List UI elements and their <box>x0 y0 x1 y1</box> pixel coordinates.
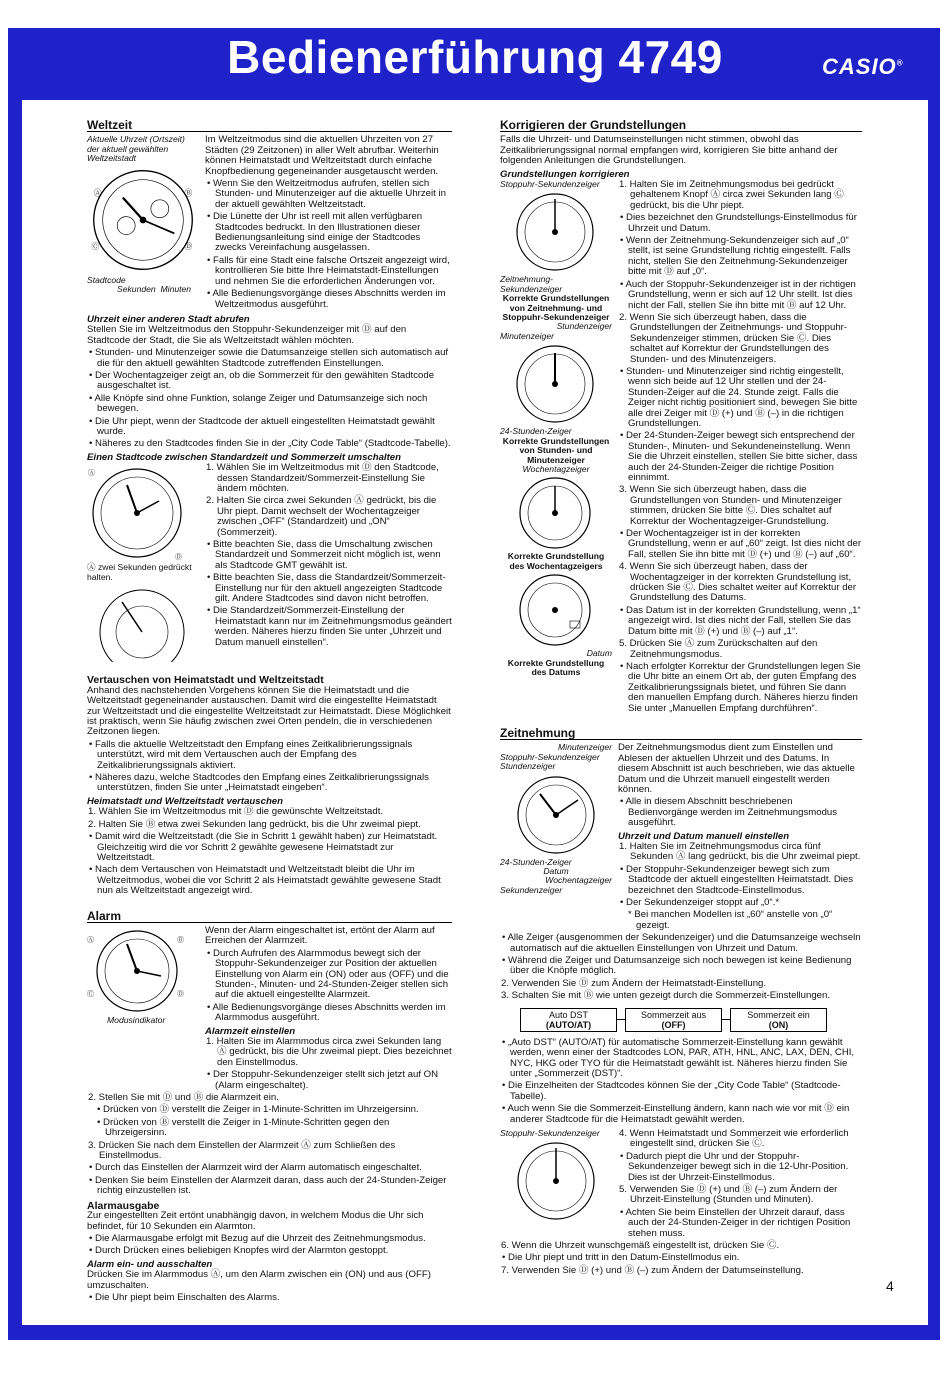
zeit-step: 4. Wenn Heimatstadt und Sommerzeit wie erforderlich eingestellt sind, drücken Sie Ⓒ. <box>619 1127 849 1150</box>
svg-text:Ⓒ: Ⓒ <box>91 241 100 251</box>
caption-korrekt-3: Korrekte Grundstellung des Wochentagzeigers <box>507 551 605 571</box>
zeit-bullet: • Der Stoppuhr-Sekundenzeiger bewegt sich zum Stadtcode der aktuell eingestellten Heimatstadt. Dies bezeichnet den Stadtcode-Einstellmodus. <box>620 863 854 896</box>
tausch-bullet: • Falls die aktuelle Weltzeitstadt den Empfang eines Zeitkalibrierungssignals unterstützt, wird mit dem Vertauschen auch der Empfang des Zeitkalibrierungssignals aktiviert. <box>89 738 413 771</box>
watch-illustration-grund-3 <box>500 474 610 552</box>
korr-step: 5. Drücken Sie Ⓐ zum Zurückschalten auf den Zeitnehmungsmodus. <box>619 638 818 660</box>
zeit-bullet: • Der Sekundenzeiger stoppt auf „0“.* <box>620 897 780 909</box>
subheading-abrufen: Uhrzeit einer anderen Stadt abrufen <box>87 313 250 325</box>
abrufen-bullet: • Der Wochentagzeiger zeigt an, ob die Sommerzeit für den gewählten Stadtcode ausgeschaltet ist. <box>89 369 435 392</box>
caption-z-datum: Datum <box>543 865 569 876</box>
dst-box-auto: Auto DST (AUTO/AT) <box>520 1008 617 1032</box>
alarm-bullet: • Denken Sie beim Einstellen der Alarmzeit daran, dass auch der 24-Stunden-Zeiger richtig einzustellen ist. <box>89 1174 447 1197</box>
svg-text:Ⓓ: Ⓓ <box>177 990 184 998</box>
dst-cycle-diagram <box>520 1008 862 1032</box>
section-heading-korrigieren: Korrigieren der Grundstellungen <box>500 120 862 132</box>
korr-step: 1. Halten Sie im Zeitnehmungsmodus bei gedrückt gehaltenem Knopf Ⓐ circa zwei Sekunden lang Ⓒ gedrückt, bis die Uhr piept. <box>619 179 844 211</box>
dst-box-off: Sommerzeit aus (OFF) <box>625 1008 722 1032</box>
umschalten-bullet: • Bitte beachten Sie, dass die Standardzeit/Sommerzeit-Einstellung nur für den aktuell angezeigten Stadtcode gilt. Andere Stadtcodes sind davon nicht betroffen. <box>207 572 446 605</box>
korr-step: 4. Wenn Sie sich überzeugt haben, dass der Wochentagzeiger in der korrekten Grundstellung ist, drücken Sie Ⓒ. Dies schaltet weiter auf Korrektur der Grundstellung des Datums. <box>619 561 857 604</box>
einaus-text: Drücken Sie im Alarmmodus Ⓐ, um den Alarm zwischen ein (ON) und aus (OFF) umzuschalten. <box>87 1269 431 1291</box>
watch-illustration-grund-1 <box>500 189 610 275</box>
zeit-intro: Der Zeitnehmungsmodus dient zum Einstellen und Ablesen der aktuellen Uhrzeit und des Datums. In diesem Abschnitt ist auch beschrieben, wie das aktuelle Datum und die Uhrzeit manuell eingestellt werden können. <box>618 742 855 795</box>
subheading-umschalten: Einen Stadtcode zwischen Standardzeit und Sommerzeit umschalten <box>87 451 401 463</box>
caption-zeitnehmung-sek: Zeitnehmung-Sekundenzeiger <box>500 274 563 294</box>
caption-korrekt-4: Korrekte Grundstellung des Datums <box>507 657 605 677</box>
subheading-grundstellungen: Grundstellungen korrigieren <box>500 168 630 180</box>
tausch-bullet: • Nach dem Vertauschen von Heimatstadt und Weltzeitstadt bleibt die Uhr im Weltzeitmodus, wobei die vor Schritt 2 als Heimatstadt gewählte gewesene Stadt nun als Weltzeitstadt angezeigt wird. <box>89 864 441 897</box>
alarm-bullet: • Alle Bedienungsvorgänge dieses Abschnitts werden im Alarmmodus ausgeführt. <box>207 1001 446 1024</box>
casio-logo <box>822 54 904 80</box>
caption-z-stoppuhr: Stoppuhr-Sekundenzeiger <box>500 751 600 762</box>
ausgabe-bullet: • Die Alarmausgabe erfolgt mit Bezug auf die Uhrzeit des Zeitnehmungsmodus. <box>89 1232 426 1244</box>
alarm-step: 2. Stellen Sie mit Ⓓ und Ⓑ die Alarmzeit ein. <box>88 1092 279 1104</box>
svg-text:Ⓐ: Ⓐ <box>88 470 95 478</box>
section-heading-weltzeit: Weltzeit <box>87 120 452 132</box>
korr-step: 3. Wenn Sie sich überzeugt haben, dass die Grundstellungen von Stunden- und Minutenzeiger stimmen, drücken Sie bitte Ⓒ. Dies schaltet auf Korrektur der Wochentagzeiger-Grundstellung. <box>619 484 842 527</box>
section-heading-tausch: Vertauschen von Heimatstadt und Weltzeitstadt <box>87 674 324 687</box>
svg-text:Ⓑ: Ⓑ <box>184 187 193 197</box>
caption-korrekt-1: Korrekte Grundstellungen von Zeitnehmung- und Stoppuhr-Sekundenzeiger <box>502 293 610 323</box>
weltzeit-bullet: • Wenn Sie den Weltzeitmodus aufrufen, stellen sich Stunden- und Minutenzeiger auf die aktuelle Uhrzeit in der aktuell gewählten Weltzeitstadt. <box>207 178 446 210</box>
subheading-alarmausgabe: Alarmausgabe <box>87 1199 160 1212</box>
arrow-icon <box>722 1019 730 1020</box>
watch-illustration-grund-4 <box>500 571 610 649</box>
svg-text:Ⓒ: Ⓒ <box>87 990 94 998</box>
watch-illustration-grund-2 <box>500 341 610 427</box>
watch-illustration-alarm <box>87 926 187 1016</box>
korr-bullet: • Der Wochentagzeiger ist in der korrekten Grundstellung, wenn er auf „60“ zeigt. Ist dies nicht der Fall, stellen Sie ihn bitte mit Ⓓ (+) und Ⓑ (–) auf „60“. <box>620 528 862 560</box>
tausch-bullet: • Damit wird die Weltzeitstadt (die Sie in Schritt 1 gewählt haben) zur Heimatstadt. Gleichzeitig wird die vor Schritt 2 gewählte gewesene Heimatstadt zur Weltzeitstadt. <box>89 831 438 863</box>
korr-bullet: • Das Datum ist in der korrekten Grundstellung, wenn „1“ angezeigt wird. Ist dies nicht der Fall, stellen Sie das Datum bitte mit Ⓓ (+) und Ⓑ (–) auf „1“. <box>620 604 861 637</box>
alarm-step: 1. Halten Sie im Alarmmodus circa zwei Sekunden lang Ⓐ gedrückt, bis die Uhr zweimal piept. Dies bezeichnet den Einstellmodus. <box>206 1036 452 1068</box>
caption-24-stunden: 24-Stunden-Zeiger <box>500 426 572 437</box>
zeit-bullet: • Alle in diesem Abschnitt beschriebenen Bedienvorgänge werden im Zeitnehmungsmodus ausgeführt. <box>620 796 838 829</box>
zeit-bullet: • Die Uhr piept und tritt in den Datum-Einstellmodus ein. <box>502 1252 740 1264</box>
korr-bullet: • Dies bezeichnet den Grundstellungs-Einstellmodus für Uhrzeit und Datum. <box>620 212 857 234</box>
svg-text:Ⓓ: Ⓓ <box>175 554 182 562</box>
page-title: Bedienerführung 4749 <box>227 31 723 83</box>
tausch-step: 2. Halten Sie Ⓑ etwa zwei Sekunden lang gedrückt, bis die Uhr zweimal piept. <box>88 818 421 830</box>
korr-step: 2. Wenn Sie sich überzeugt haben, dass die Grundstellungen der Zeitnehmungs- und Stoppuhr-Sekundenzeiger stimmen, drücken Sie Ⓒ. Dies schaltet auf Korrektur der Grundstellungen des Stunden- und des Minutenzeigers. <box>619 311 848 365</box>
caption-korrekt-2: Korrekte Grundstellungen von Stunden- und Minutenzeiger <box>502 435 610 465</box>
weltzeit-bullet: • Falls für eine Stadt eine falsche Ortszeit angezeigt wird, kontrollieren Sie bitte Ihre Heimatstadt-Einstellungen und nehmen Sie die erforderlichen Änderungen vor. <box>207 254 450 287</box>
tausch-step: 1. Wählen Sie im Weltzeitmodus mit Ⓓ die gewünschte Weltzeitstadt. <box>88 806 384 818</box>
tausch-text: Anhand des nachstehenden Vorgehens können Sie die Heimatstadt und die Weltzeitstadt gegeneinander austauschen. Damit wird die eingestellte Heimatstadt zur Weltzeitstadt und die eingestellte Weltzeitstadt zur Heimatstadt. Diese Möglichkeit ist praktisch, wenn Sie häufig zwischen zwei Orten pendeln, die in verschiedenen Zeitzonen liegen. <box>87 684 451 738</box>
zeit-bullet: • Dadurch piept die Uhr und der Stoppuhr-Sekundenzeiger bewegt sich in die 12-Uhr-Position. Dies ist der Uhrzeit-Einstellmodus. <box>620 1150 849 1183</box>
watch-illustration-weltzeit <box>87 164 199 276</box>
einaus-bullet: • Die Uhr piept beim Einschalten des Alarms. <box>89 1291 280 1303</box>
zeit-footnote: * Bei manchen Modellen ist „60“ anstelle von „0“ gezeigt. <box>628 909 833 931</box>
subheading-alarm-einstellen: Alarmzeit einstellen <box>205 1025 296 1037</box>
caption-z-wochentag: Wochentagzeiger <box>545 875 612 886</box>
weltzeit-bullet: • Die Lünette der Uhr ist reell mit allen verfügbaren Stadtcodes bedruckt. In den Illustrationen dieser Bedienungsanleitung sind einige der Stadtcodes zwecks Vereinfachung ausgelassen. <box>207 211 423 254</box>
tausch-bullet: • Näheres dazu, welche Stadtcodes den Empfang eines Zeitkalibrierungssignals unterstützen, finden Sie unter „Heimatstadt eingeben“. <box>89 772 429 794</box>
korr-intro: Falls die Uhrzeit- und Datumseinstellungen nicht stimmen, obwohl das Zeitkalibrierungssignal normal empfangen wird, korrigieren Sie bitte anhand der folgenden Anleitungen die Grundstellungen. <box>500 134 838 167</box>
zeit-bullet: • Die Einzelheiten der Stadtcodes können Sie der „City Code Table“ (Stadtcode-Tabelle). <box>502 1080 841 1102</box>
caption-sekunden: Sekunden <box>117 284 156 295</box>
caption-z-sekunden: Sekundenzeiger <box>500 884 563 895</box>
caption-z-24: 24-Stunden-Zeiger <box>500 856 572 867</box>
svg-text:Ⓑ: Ⓑ <box>177 936 184 944</box>
caption-aktuelle-uhrzeit: Aktuelle Uhrzeit (Ortszeit) der aktuell gewählten Weltzeitstadt <box>87 134 185 164</box>
abrufen-text: Stellen Sie im Weltzeitmodus den Stoppuhr-Sekundenzeiger mit Ⓓ auf den Stadtcode der Stadt, die Sie als Weltzeitstadt wählen möchten. <box>87 324 407 346</box>
zeit-step: 3. Schalten Sie mit Ⓑ wie unten gezeigt durch die Sommerzeit-Einstellungen. <box>501 990 831 1002</box>
caption-modusindikator: Modusindikator <box>107 1014 166 1025</box>
abrufen-bullet: • Stunden- und Minutenzeiger sowie die Datumsanzeige stellen sich automatisch auf die für den aktuell gewählten Stadtcode zutreffenden Einstellungen. <box>89 347 449 369</box>
watch-illustration-zeitnehmung <box>500 772 612 858</box>
caption-stundenzeiger: Stundenzeiger <box>556 321 612 332</box>
svg-text:Ⓐ: Ⓐ <box>87 936 94 944</box>
umschalten-bullet: • Bitte beachten Sie, dass die Umschaltung zwischen Standardzeit und Sommerzeit nicht möglich ist, wenn als Stadtcode GMT gewählt ist. <box>207 539 441 571</box>
umschalten-step: 2. Halten Sie circa zwei Sekunden Ⓐ gedrückt, bis die Uhr piept. Damit wechselt der Wochentagzeiger zwischen „OFF“ (Standardzeit) und „ON“ (Sommerzeit). <box>206 495 437 538</box>
right-column <box>500 120 862 1278</box>
ausgabe-bullet: • Durch Drücken eines beliebigen Knopfes wird der Alarmton gestoppt. <box>89 1245 389 1257</box>
brand-mark: ® <box>896 58 904 68</box>
section-heading-zeitnehmung: Zeitnehmung <box>500 728 862 740</box>
dst-box-on: Sommerzeit ein (ON) <box>730 1008 827 1032</box>
subheading-alarm-einaus: Alarm ein- und ausschalten <box>87 1258 213 1270</box>
page-number: 4 <box>886 1278 894 1294</box>
caption-minutenzeiger: Minutenzeiger <box>500 330 554 341</box>
umschalten-bullet: • Die Standardzeit/Sommerzeit-Einstellung der Heimatstadt kann nur im Zeitnehmungsmodus geändert werden. Näheres hierzu finden Sie unter „Uhrzeit und Datum manuell einstellen“. <box>207 605 452 648</box>
caption-z-minutenzeiger: Minutenzeiger <box>558 742 612 753</box>
alarm-bullet: • Der Stoppuhr-Sekundenzeiger stellt sich jetzt auf ON (Alarm eingeschaltet). <box>207 1069 439 1091</box>
weltzeit-bullet: • Alle Bedienungsvorgänge dieses Abschnitts werden im Weltzeitmodus ausgeführt. <box>207 288 446 310</box>
zeit-step: 7. Verwenden Sie Ⓓ (+) und Ⓑ (–) zum Ändern der Datumseinstellung. <box>501 1264 804 1276</box>
zeit-step: 2. Verwenden Sie Ⓓ zum Ändern der Heimatstadt-Einstellung. <box>501 977 767 989</box>
svg-text:Ⓐ: Ⓐ <box>93 187 102 197</box>
alarm-bullet: • Drücken von Ⓑ verstellt die Zeiger in 1-Minute-Schritten gegen den Uhrzeigersinn. <box>97 1116 390 1139</box>
alarm-bullet: • Durch Aufrufen des Alarmmodus bewegt sich der Stoppuhr-Sekundenzeiger zur Position der aktuellen Einstellung von Alarm ein (ON) oder aus (OFF) und die Stunden-, Minuten- und 24-Stunden-Zeiger stellen sich auf die aktuell eingestellte Alarmzeit. <box>207 947 449 1001</box>
left-column <box>87 120 452 1305</box>
korr-bullet: • Auch der Stoppuhr-Sekundenzeiger ist in der richtigen Grundstellung, wenn er sich auf 12 Uhr stellt. Ist dies nicht der Fall, stellen Sie ihn bitte mit Ⓑ auf 12 Uhr. <box>620 278 856 311</box>
watch-illustration-zeit-2 <box>500 1138 612 1224</box>
alarm-bullet: • Durch das Einstellen der Alarmzeit wird der Alarm automatisch eingeschaltet. <box>89 1162 422 1174</box>
zeit-bullet: • „Auto DST“ (AUTO/AT) für automatische Sommerzeit-Einstellung kann gewählt werden, wenn einer der Stadtcodes LON, PAR, ATH, HNL, ANC, LAX, DEN, CHI, NYC, HKG oder TYO für die Heimatstadt gewählt ist. Näheres hierzu finden Sie unter „Sommerzeit (DST)“. <box>502 1036 855 1079</box>
weltzeit-intro: Im Weltzeitmodus sind die aktuellen Uhrzeiten von 27 Städten (29 Zeitzonen) in aller Welt abrufbar. Weiterhin können Heimatstadt und Weltzeitstadt durch einfache Knopfbedienung gegeneinander ausgetauscht werden. <box>205 134 439 177</box>
caption-stadtcode: Stadtcode <box>87 274 126 285</box>
zeit-step: 1. Halten Sie im Zeitnehmungsmodus circa fünf Sekunden Ⓐ lang gedrückt, bis die Uhr zweimal piept. <box>619 841 861 863</box>
caption-stoppuhr-sek: Stoppuhr-Sekundenzeiger <box>500 179 600 190</box>
subheading-manuell: Uhrzeit und Datum manuell einstellen <box>618 830 790 842</box>
caption-z-stoppuhr-2: Stoppuhr-Sekundenzeiger <box>500 1127 600 1138</box>
section-heading-alarm: Alarm <box>87 911 452 923</box>
korr-bullet: • Wenn der Zeitnehmung-Sekundenzeiger sich auf „0“ stellt, ist seine Grundstellung richtig eingestellt. Falls nicht, stellen Sie den Zeitnehmung-Sekundenzeiger bitte mit Ⓓ auf „0“. <box>620 235 851 278</box>
zeit-bullet: • Während die Zeiger und Datumsanzeige sich noch bewegen ist keine Bedienung über die Knöpfe möglich. <box>502 955 852 977</box>
watch-illustration-dst <box>87 463 187 563</box>
caption-z-stundenzeiger: Stundenzeiger <box>500 761 556 772</box>
zeit-bullet: • Achten Sie beim Einstellen der Uhrzeit darauf, dass auch der 24-Stunden-Zeiger in der richtigen Position stehen muss. <box>620 1206 851 1239</box>
zeit-step: 6. Wenn die Uhrzeit wunschgemäß eingestellt ist, drücken Sie Ⓒ. <box>501 1240 780 1251</box>
umschalten-step: 1. Wählen Sie im Weltzeitmodus mit Ⓓ den Stadtcode, dessen Standardzeit/Sommerzeit-Einstellung Sie ändern möchten. <box>206 462 439 494</box>
caption-minuten: Minuten <box>160 284 192 295</box>
ausgabe-text: Zur eingestellten Zeit ertönt unabhängig davon, in welchem Modus die Uhr sich befindet, für 10 Sekunden ein Alarmton. <box>87 1210 424 1232</box>
brand-name: CASIO <box>822 54 897 79</box>
arrow-icon <box>617 1019 625 1020</box>
caption-datum: Datum <box>586 648 612 659</box>
abrufen-bullet: • Die Uhr piept, wenn der Stadtcode der aktuell eingestellten Heimatstadt gewählt wurde. <box>89 415 435 437</box>
abrufen-bullet: • Näheres zu den Stadtcodes finden Sie in der „City Code Table“ (Stadtcode-Tabelle). <box>89 438 451 450</box>
subheading-tausch: Heimatstadt und Weltzeitstadt vertauschen <box>87 795 284 807</box>
korr-bullet: • Nach erfolgter Korrektur der Grundstellungen legen Sie die Uhr bitte an einem Ort ab, der guten Empfang des Zeitkalibrierungssignals bietet, und führen Sie dann den manuellen Empfang durch. Näheres hierzu finden Sie unter „Manuellen Empfang durchführen“. <box>620 660 861 714</box>
zeit-bullet: • Alle Zeiger (ausgenommen der Sekundenzeiger) und die Datumsanzeige wechseln automatisch auf die aktuellen Einstellungen von Uhrzeit und Datum. <box>502 932 861 954</box>
caption-zwei-sekunden: Ⓐ zwei Sekunden gedrückt halten. <box>87 562 192 582</box>
alarm-bullet: • Drücken von Ⓓ verstellt die Zeiger in 1-Minute-Schritten im Uhrzeigersinn. <box>97 1104 419 1116</box>
abrufen-bullet: • Alle Knöpfe sind ohne Funktion, solange Zeiger und Datumsanzeige sich noch bewegen. <box>89 392 428 415</box>
korr-bullet: • Der 24-Stunden-Zeiger bewegt sich entsprechend der Stunden-, Minuten- und Sekundeneinstellung. Wenn Sie die Uhrzeit einstellen, stellen Sie bitte sicher, dass auch der 24-Stunden-Zeiger die richtige Position einnimmt. <box>620 430 858 483</box>
caption-wochentagzeiger: Wochentagzeiger <box>522 463 590 474</box>
korr-bullet: • Stunden- und Minutenzeiger sind richtig eingestellt, wenn sich beide auf 12 Uhr stellen und der 24-Stunden-Zeiger auf die 24. Stunde zeigt. Falls die Zeiger nicht richtig positioniert sind, bewegen Sie bitte alle drei Zeiger mit Ⓓ (+) und Ⓑ (–) in die richtigen Grundstellungen. <box>620 365 858 429</box>
alarm-intro: Wenn der Alarm eingeschaltet ist, ertönt der Alarm auf Erreichen der Alarmzeit. <box>205 924 435 947</box>
bezel-detail-illustration <box>87 582 187 662</box>
alarm-step: 3. Drücken Sie nach dem Einstellen der Alarmzeit Ⓐ zum Schließen des Einstellmodus. <box>88 1139 396 1162</box>
zeit-step: 5. Verwenden Sie Ⓓ (+) und Ⓑ (–) zum Ändern der Uhrzeit-Einstellung (Stunden und Minuten). <box>619 1183 838 1206</box>
svg-text:Ⓓ: Ⓓ <box>184 241 193 251</box>
zeit-bullet: • Auch wenn Sie die Sommerzeit-Einstellung ändern, kann nach wie vor mit Ⓓ ein anderer Stadtcode für die Heimatstadt gewählt werden. <box>502 1103 850 1125</box>
